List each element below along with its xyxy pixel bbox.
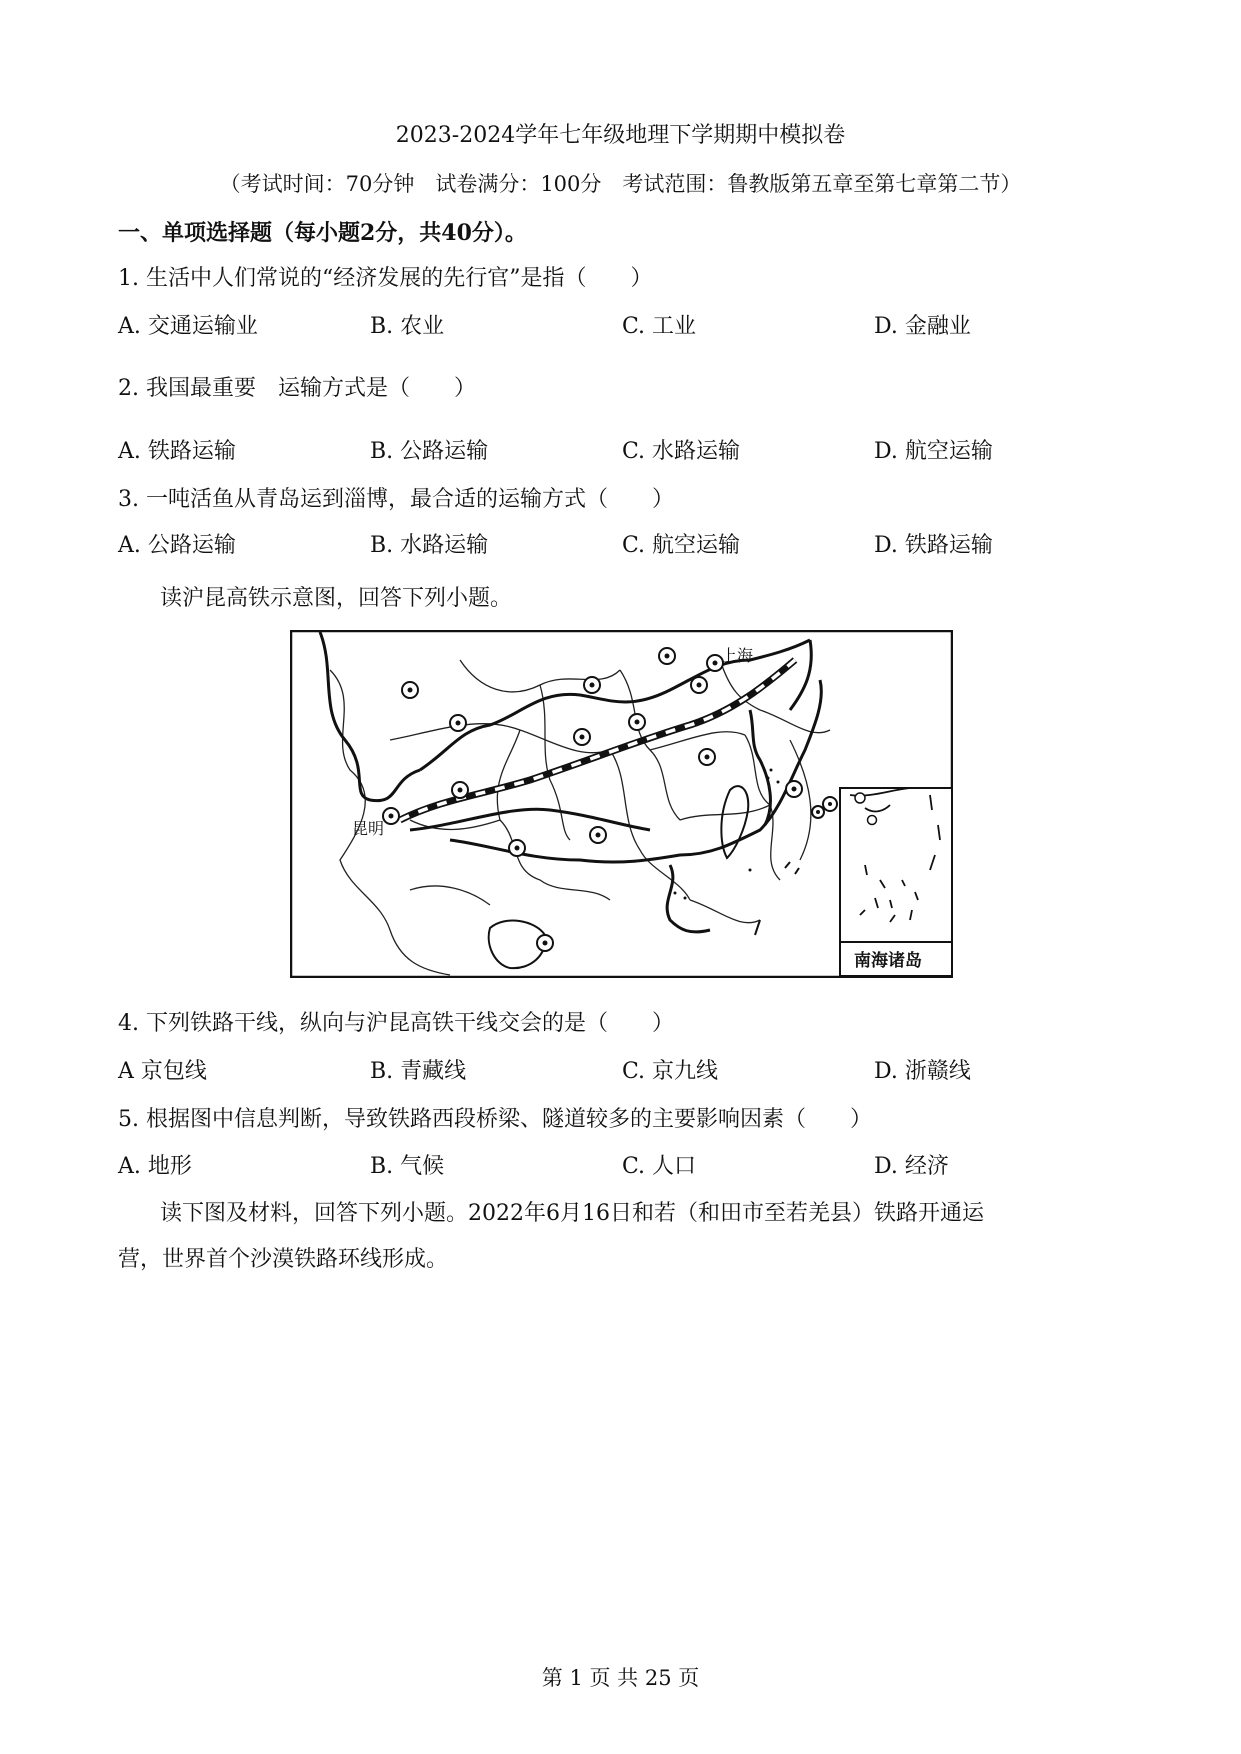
q1-option-a: A. 交通运输业 [118, 314, 258, 339]
page-footer: 第 1 页 共 25 页 [541, 1666, 700, 1690]
q5-option-b: B. 气候 [370, 1154, 445, 1179]
material-line-2: 营，世界首个沙漠铁路环线形成。 [118, 1247, 449, 1272]
q4-option-d: D. 浙赣线 [874, 1059, 971, 1084]
q2-option-a: A. 铁路运输 [118, 439, 236, 464]
question-3-stem: 3. 一吨活鱼从青岛运到淄博，最合适的运输方式（ ） [118, 487, 674, 512]
q2-option-c: C. 水路运输 [622, 439, 741, 464]
label-shanghai: 上海 [721, 646, 754, 665]
label-kunming: 昆明 [352, 819, 385, 838]
label-inset-south-china-sea: 南海诸岛 [854, 951, 922, 971]
question-1-stem: 1. 生活中人们常说的“经济发展的先行官”是指（ ） [118, 266, 653, 291]
q3-option-c: C. 航空运输 [622, 533, 741, 558]
q2-option-d: D. 航空运输 [874, 439, 993, 464]
q1-option-c: C. 工业 [622, 314, 697, 339]
hukun-railway-map [290, 630, 953, 978]
material-line-1: 读下图及材料，回答下列小题。2022年6月16日和若（和田市至若羌县）铁路开通运 [160, 1201, 984, 1226]
q3-option-b: B. 水路运输 [370, 533, 489, 558]
q1-option-d: D. 金融业 [874, 314, 971, 339]
question-5-stem: 5. 根据图中信息判断，导致铁路西段桥梁、隧道较多的主要影响因素（ ） [118, 1107, 872, 1132]
map-intro: 读沪昆高铁示意图，回答下列小题。 [160, 586, 513, 611]
q5-option-c: C. 人口 [622, 1154, 697, 1179]
q1-option-b: B. 农业 [370, 314, 445, 339]
q3-option-d: D. 铁路运输 [874, 533, 993, 558]
q5-option-d: D. 经济 [874, 1154, 949, 1179]
exam-subtitle: （考试时间：70分钟 试卷满分：100分 考试范围：鲁教版第五章至第七章第二节） [219, 172, 1022, 196]
q2-option-b: B. 公路运输 [370, 439, 489, 464]
q3-option-a: A. 公路运输 [118, 533, 236, 558]
exam-title: 2023-2024学年七年级地理下学期期中模拟卷 [395, 123, 846, 148]
q4-option-b: B. 青藏线 [370, 1059, 467, 1084]
section-heading: 一、单项选择题（每小题2分，共40分）。 [118, 220, 527, 246]
q4-option-a: A 京包线 [118, 1059, 207, 1084]
q4-option-c: C. 京九线 [622, 1059, 719, 1084]
question-2-stem: 2. 我国最重要 运输方式是（ ） [118, 376, 476, 401]
question-4-stem: 4. 下列铁路干线，纵向与沪昆高铁干线交会的是（ ） [118, 1011, 674, 1036]
q5-option-a: A. 地形 [118, 1154, 192, 1179]
